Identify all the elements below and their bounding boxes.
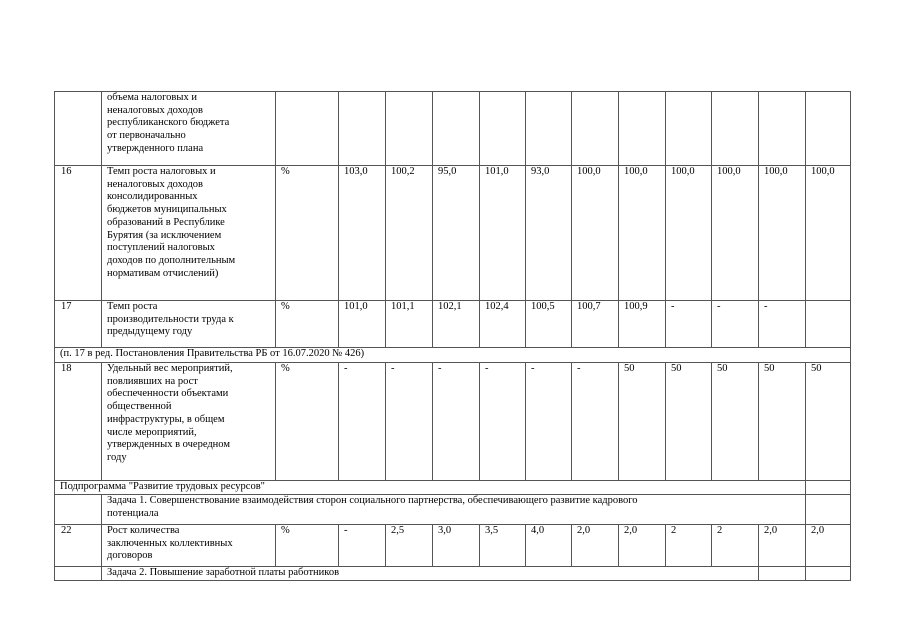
value-cell: [806, 92, 851, 166]
value-cell: 4,0: [526, 525, 572, 567]
value-cell: [712, 92, 759, 166]
empty-cell: [55, 495, 102, 525]
value-cell: 100,0: [806, 166, 851, 301]
value-cell: -: [666, 301, 712, 348]
value-cell: 2,0: [619, 525, 666, 567]
value-cell: 100,5: [526, 301, 572, 348]
value-cell: 3,5: [480, 525, 526, 567]
value-cell: 95,0: [433, 166, 480, 301]
table-row: [55, 348, 851, 363]
value-cell: 100,0: [759, 166, 806, 301]
value-cell: 100,0: [712, 166, 759, 301]
row-number-cell: 22: [55, 525, 102, 567]
unit-cell: %: [276, 363, 339, 481]
value-cell: -: [339, 363, 386, 481]
table-row: [55, 363, 851, 481]
value-cell: 50: [806, 363, 851, 481]
value-cell: 2,0: [806, 525, 851, 567]
empty-cell: [759, 567, 806, 581]
value-cell: 2,0: [759, 525, 806, 567]
value-cell: 2: [712, 525, 759, 567]
value-cell: 100,9: [619, 301, 666, 348]
table-row: [55, 166, 851, 301]
indicators-table: [54, 91, 851, 581]
empty-cell: [806, 495, 851, 525]
value-cell: 103,0: [339, 166, 386, 301]
empty-cell: [55, 567, 102, 581]
value-cell: [526, 92, 572, 166]
value-cell: -: [526, 363, 572, 481]
indicator-name-cell: объема налоговых и неналоговых доходов республиканского бюджета от первоначально утвержденного плана: [102, 92, 276, 166]
value-cell: -: [759, 301, 806, 348]
row-number-cell: 17: [55, 301, 102, 348]
value-cell: 101,0: [339, 301, 386, 348]
unit-cell: %: [276, 301, 339, 348]
value-cell: -: [386, 363, 433, 481]
value-cell: -: [480, 363, 526, 481]
value-cell: 3,0: [433, 525, 480, 567]
table-row: [55, 567, 851, 581]
value-cell: [759, 92, 806, 166]
subprogram-title: Подпрограмма "Развитие трудовых ресурсов": [55, 481, 806, 495]
value-cell: [666, 92, 712, 166]
value-cell: -: [433, 363, 480, 481]
value-cell: 100,0: [666, 166, 712, 301]
value-cell: [480, 92, 526, 166]
value-cell: 2: [666, 525, 712, 567]
task-1-title: Задача 1. Совершенствование взаимодействия сторон социального партнерства, обеспечивающего развитие кадрового потенциала: [102, 495, 806, 525]
empty-cell: [806, 567, 851, 581]
indicator-name-cell: Темп роста производительности труда к предыдущему году: [102, 301, 276, 348]
indicator-name-cell: Темп роста налоговых и неналоговых доходов консолидированных бюджетов муниципальных образований в Республике Бурятия (за исключением поступлений налоговых доходов по дополнительным нормативам отчислений): [102, 166, 276, 301]
value-cell: 50: [759, 363, 806, 481]
value-cell: 2,0: [572, 525, 619, 567]
table-row: [55, 301, 851, 348]
row-number-cell: 16: [55, 166, 102, 301]
value-cell: [433, 92, 480, 166]
indicator-name-cell: Удельный вес мероприятий, повлиявших на рост обеспеченности объектами общественной инфраструктуры, в общем числе мероприятий, утвержденных в очередном году: [102, 363, 276, 481]
value-cell: [572, 92, 619, 166]
value-cell: 100,7: [572, 301, 619, 348]
value-cell: [339, 92, 386, 166]
table-row: [55, 481, 851, 495]
value-cell: -: [712, 301, 759, 348]
row-number-cell: 18: [55, 363, 102, 481]
value-cell: 50: [666, 363, 712, 481]
task-2-title: Задача 2. Повышение заработной платы работников: [102, 567, 759, 581]
value-cell: 101,0: [480, 166, 526, 301]
value-cell: 100,0: [619, 166, 666, 301]
value-cell: 50: [712, 363, 759, 481]
value-cell: [386, 92, 433, 166]
unit-cell: %: [276, 525, 339, 567]
value-cell: -: [572, 363, 619, 481]
value-cell: 93,0: [526, 166, 572, 301]
empty-cell: [806, 481, 851, 495]
table-row: [55, 495, 851, 525]
value-cell: 50: [619, 363, 666, 481]
value-cell: 100,2: [386, 166, 433, 301]
unit-cell: [276, 92, 339, 166]
indicator-name-cell: Рост количества заключенных коллективных договоров: [102, 525, 276, 567]
value-cell: [806, 301, 851, 348]
row-number-cell: [55, 92, 102, 166]
value-cell: 100,0: [572, 166, 619, 301]
table-row: [55, 92, 851, 166]
value-cell: 2,5: [386, 525, 433, 567]
amendment-note: (п. 17 в ред. Постановления Правительства РБ от 16.07.2020 № 426): [55, 348, 851, 363]
value-cell: 101,1: [386, 301, 433, 348]
value-cell: -: [339, 525, 386, 567]
value-cell: 102,1: [433, 301, 480, 348]
unit-cell: %: [276, 166, 339, 301]
value-cell: 102,4: [480, 301, 526, 348]
value-cell: [619, 92, 666, 166]
table-row: [55, 525, 851, 567]
